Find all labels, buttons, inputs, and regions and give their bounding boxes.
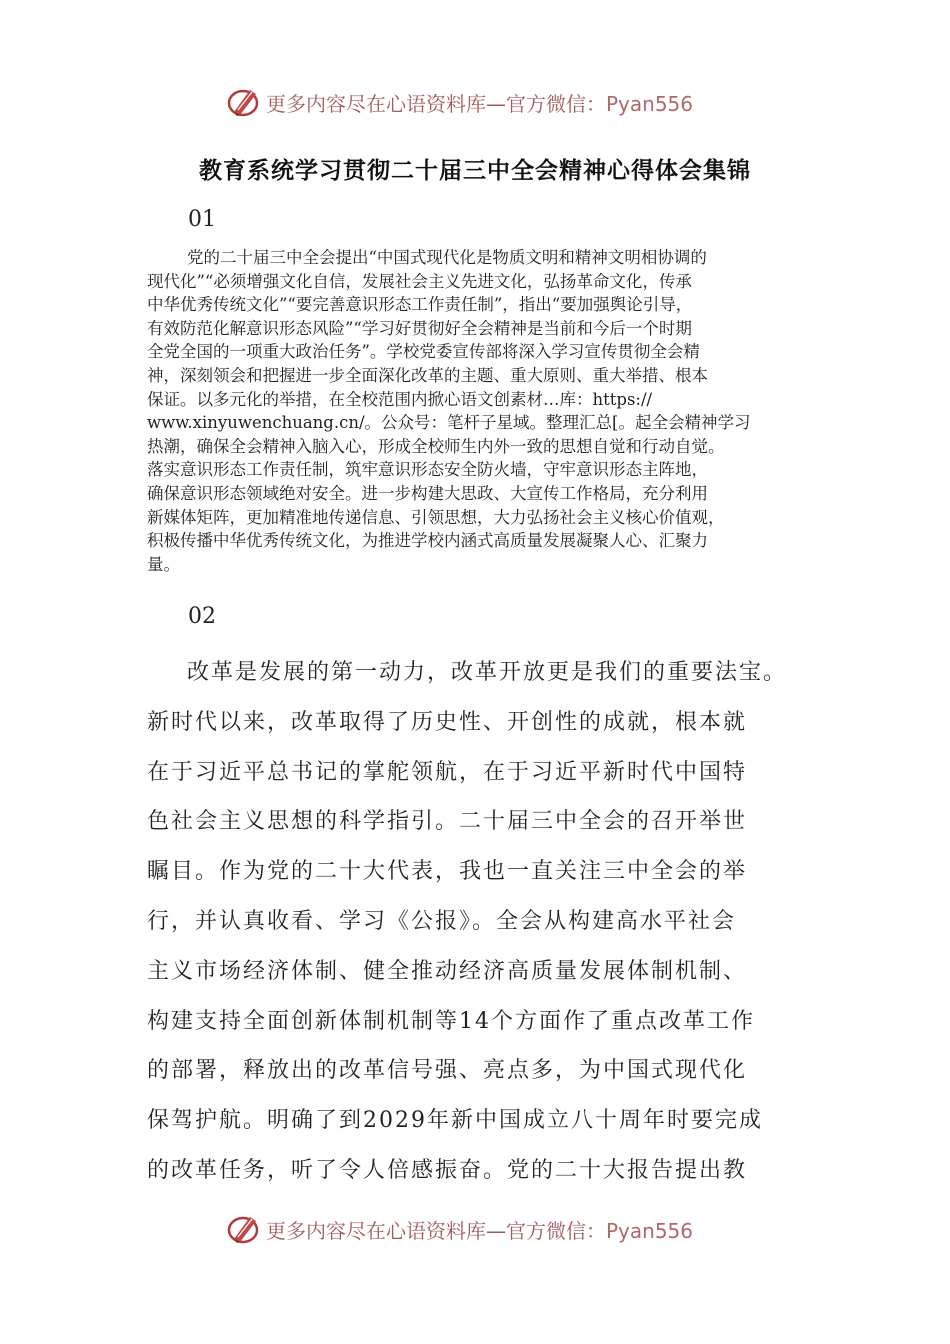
para-line: 保证。以多元化的举措，在全校范围内掀心语文创素材…库：https:// [147, 389, 653, 409]
para-line: 现代化”“必须增强文化自信，发展社会主义先进文化，弘扬革命文化，传承 [147, 271, 692, 291]
para-line: 神，深刻领会和把握进一步全面深化改革的主题、重大原则、重大举措、根本 [147, 365, 708, 385]
para-line: 行，并认真收看、学习《公报》。全会从构建高水平社会 [147, 908, 737, 934]
pen-nib-logo-icon [226, 84, 262, 120]
para-line: 热潮，确保全会精神入脑入心，形成全校师生内外一致的思想自觉和行动自觉。 [147, 436, 725, 456]
para-line: 的改革任务，听了令人倍感振奋。党的二十大报告提出教 [147, 1157, 748, 1183]
para-line: 在于习近平总书记的掌舵领航，在于习近平新时代中国特 [147, 759, 748, 785]
para-line: 有效防范化解意识形态风险”“学习好贯彻好全会精神是当前和今后一个时期 [147, 318, 692, 338]
para-line: 瞩目。作为党的二十大代表，我也一直关注三中全会的举 [147, 859, 748, 885]
para-line: 量。 [147, 554, 180, 574]
document-title: 教育系统学习贯彻二十届三中全会精神心得体会集锦 [199, 157, 751, 184]
banner-text: 更多内容尽在心语资料库—官方微信：Pyan556 [266, 91, 694, 116]
para-line: 中华优秀传统文化”“要完善意识形态工作责任制”，指出“要加强舆论引导， [147, 295, 693, 315]
para-line: 色社会主义思想的科学指引。二十届三中全会的召开举世 [147, 809, 748, 835]
pen-nib-logo-icon [226, 1211, 262, 1247]
para-line: 确保意识形态领域绝对安全。进一步构建大思政、大宣传工作格局，充分利用 [147, 483, 708, 503]
footer-banner [226, 1209, 693, 1249]
para-line: 保驾护航。明确了到2029年新中国成立八十周年时要完成 [147, 1108, 763, 1134]
header-banner [226, 82, 693, 122]
para-line: 新时代以来，改革取得了历史性、开创性的成就，根本就 [147, 709, 748, 735]
para-line: 主义市场经济体制、健全推动经济高质量发展体制机制、 [147, 958, 748, 984]
para-line: 构建支持全面创新体制机制等14个方面作了重点改革工作 [147, 1008, 755, 1034]
section-number-02: 02 [188, 604, 216, 629]
banner-text: 更多内容尽在心语资料库—官方微信：Pyan556 [266, 1218, 694, 1243]
section-1-paragraph [147, 246, 807, 576]
section-number-01: 01 [188, 207, 216, 232]
para-line: 党的二十届三中全会提出“中国式现代化是物质文明和精神文明相协调的 [187, 248, 707, 267]
para-line: 积极传播中华优秀传统文化，为推进学校内涵式高质量发展凝聚人心、汇聚力 [147, 531, 708, 551]
para-line: 全党全国的一项重大政治任务”。学校党委宣传部将深入学习宣传贯彻全会精 [147, 342, 700, 362]
para-line: 的部署，释放出的改革信号强、亮点多，为中国式现代化 [147, 1058, 748, 1084]
para-line: 改革是发展的第一动力，改革开放更是我们的重要法宝。 [187, 660, 788, 685]
para-line: www.xinyuwenchuang.cn/。公众号：笔杆子星域。整理汇总[。起全会精神学习 [147, 413, 751, 433]
para-line: 新媒体矩阵，更加精准地传递信息、引领思想，大力弘扬社会主义核心价值观， [147, 507, 725, 527]
para-line: 落实意识形态工作责任制，筑牢意识形态安全防火墙，守牢意识形态主阵地， [147, 460, 708, 480]
section-2-paragraph [147, 648, 827, 1196]
